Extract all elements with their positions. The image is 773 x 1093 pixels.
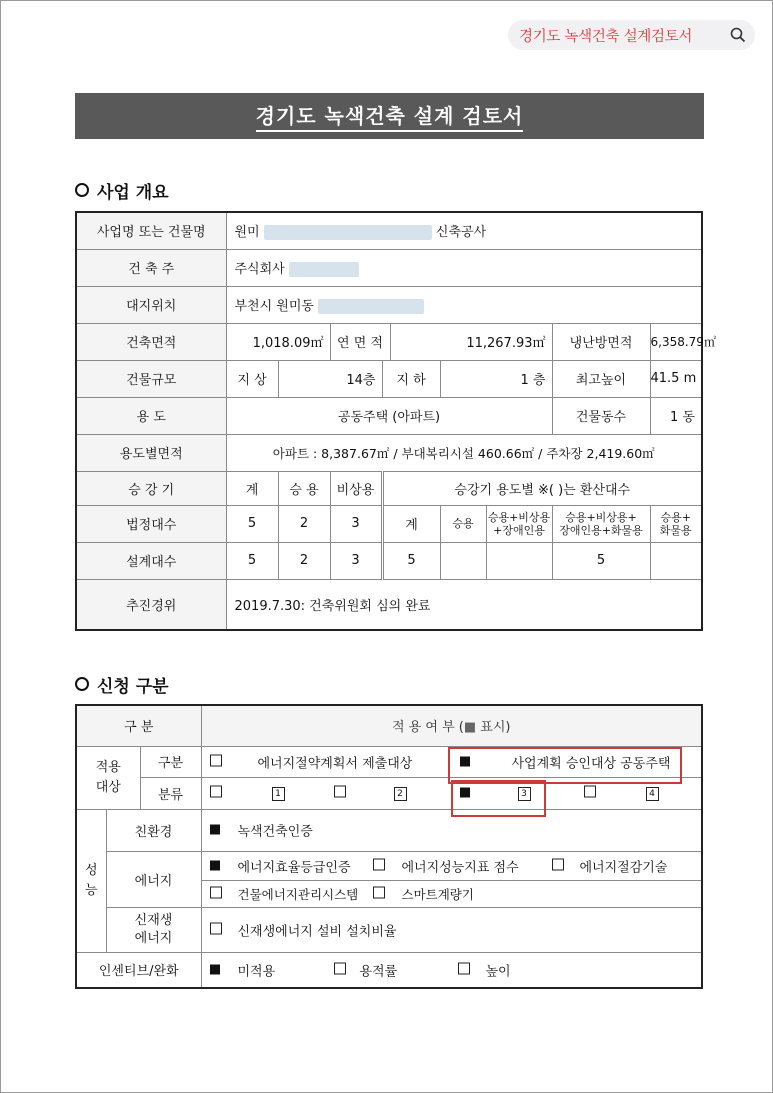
eco-option-green-cert: 녹색건축인증 [237,824,313,840]
section-heading-overview: 사업 개요 [75,178,169,203]
table-row [76,809,702,851]
energy-label: 에너지 [106,851,201,907]
checkbox-unchecked-icon[interactable] [334,962,346,974]
use-label: 용 도 [76,397,226,434]
name-cell: 원미 신축공사 [226,212,702,249]
use-sub-passenger: 승용 [440,505,486,542]
use-sub-combo1: 승용+비상용 +장애인용 [486,505,552,542]
renewable-option-ratio: 신재생에너지 설비 설치비율 [237,924,397,939]
area-value: 1,018.09㎡ [226,323,330,360]
elevator-emergency-header: 비상용 [330,471,382,505]
apply-header: 적 용 여 부 (■ 표시) [201,705,702,746]
performance-label: 성 능 [76,809,106,952]
use-sub-combo2: 승용+비상용+ 장애인용+화물용 [552,505,650,542]
energy-option-efficiency: 에너지효율등급인증 [237,860,351,875]
use-sub-total: 계 [382,505,440,542]
height-label: 최고높이 [552,360,650,397]
checkbox-unchecked-icon[interactable] [210,754,222,766]
document-title: 경기도 녹색건축 설계 검토서 [256,100,524,132]
use-value: 공동주택 (아파트) [226,397,552,434]
legal-count-label: 법정대수 [76,505,226,542]
use-sub-combo3: 승용+ 화물용 [650,505,702,542]
design-use-passenger [440,542,486,579]
highlight-box [448,747,682,784]
checkbox-unchecked-icon[interactable] [373,858,385,870]
incentive-options [201,952,702,988]
design-passenger: 2 [278,542,330,579]
renewable-options [201,907,702,952]
checkbox-checked-icon[interactable] [210,825,220,835]
legal-emergency: 3 [330,505,382,542]
boxed-number: 4 [646,787,659,801]
table-row [76,323,702,360]
use-area-label: 용도별면적 [76,434,226,471]
design-use-combo1 [486,542,552,579]
use-area-value: 아파트 : 8,387.67㎡ / 부대복리시설 460.66㎡ / 주차장 2,419.60㎡ [226,434,702,471]
name-label: 사업명 또는 건물명 [76,212,226,249]
elevator-label: 승 강 기 [76,471,226,505]
incentive-option-none: 미적용 [237,964,276,980]
table-row [76,907,702,952]
site-cell: 부천시 원미동 [226,286,702,323]
bldg-count-label: 건물동수 [552,397,650,434]
energy-option-smart-meter: 스마트계량기 [401,886,474,902]
floor-area-value: 11,267.93㎡ [390,323,552,360]
elevator-passenger-header: 승 용 [278,471,330,505]
design-count-label: 설계대수 [76,542,226,579]
table-row [76,505,702,542]
highlight-box [451,780,546,817]
search-icon[interactable] [729,26,747,44]
below-label: 지 하 [382,360,440,397]
table-row [76,212,702,249]
eco-label: 친환경 [106,809,201,851]
bunryu-label: 분류 [140,777,201,809]
checkbox-unchecked-icon[interactable] [334,786,346,798]
boxed-number: 2 [394,787,407,801]
overview-table [75,211,716,631]
table-row [76,397,702,434]
gubun-option-energy-plan: 에너지절약계획서 제출대상 [257,756,413,771]
above-value: 14층 [278,360,382,397]
checkbox-unchecked-icon[interactable] [552,858,564,870]
design-total: 5 [226,542,278,579]
table-row [76,542,702,579]
circle-bullet-icon [75,677,89,691]
renewable-label: 신재생 에너지 [106,907,201,952]
elevator-use-header: 승강기 용도별 ※( )는 환산대수 [382,471,702,505]
table-row [76,851,702,880]
boxed-number: 1 [272,787,285,801]
gubun-label: 구분 [140,746,201,777]
elevator-total-header: 계 [226,471,278,505]
section-heading-application: 신청 구분 [75,672,169,697]
design-emergency: 3 [330,542,382,579]
checkbox-unchecked-icon[interactable] [210,886,222,898]
owner-cell: 주식회사 [226,249,702,286]
filled-square-icon: ■ [463,720,477,736]
checkbox-unchecked-icon[interactable] [210,786,222,798]
scale-label: 건물규모 [76,360,226,397]
design-use-combo3 [650,542,702,579]
checkbox-checked-icon[interactable] [210,860,220,870]
above-label: 지 상 [226,360,278,397]
incentive-label: 인센티브/완화 [76,952,201,988]
boxed-number: 3 [518,787,531,801]
progress-label: 추진경위 [76,579,226,630]
energy-options-2 [201,880,702,907]
redacted-text [264,225,432,240]
table-row [76,434,702,471]
table-row [76,286,702,323]
design-use-combo2: 5 [552,542,650,579]
checkbox-unchecked-icon[interactable] [373,886,385,898]
floor-area-label: 연 면 적 [330,323,390,360]
checkbox-unchecked-icon[interactable] [458,962,470,974]
search-query: 경기도 녹색건축 설계검토서 [519,28,693,45]
table-row [76,471,702,505]
checkbox-unchecked-icon[interactable] [210,922,222,934]
energy-option-index: 에너지성능지표 점수 [401,860,519,875]
hvac-value: 6,358.79㎡ [650,323,702,360]
redacted-text [318,299,424,314]
table-row [76,249,702,286]
progress-value: 2019.7.30: 건축위원회 심의 완료 [226,579,702,630]
gubun-option-housing: 사업계획 승인대상 공동주택 [511,756,671,771]
checkbox-unchecked-icon[interactable] [584,786,596,798]
site-label: 대지위치 [76,286,226,323]
checkbox-checked-icon[interactable] [210,964,220,974]
design-use-total: 5 [382,542,440,579]
incentive-option-height: 높이 [485,964,511,980]
table-row [76,952,702,988]
incentive-option-far: 용적률 [359,964,398,980]
document-title-bar [75,93,704,139]
energy-option-bems: 건물에너지관리시스템 [237,886,359,902]
target-label: 적용 대상 [76,746,140,809]
table-row [76,360,702,397]
height-value: 41.5 m [650,360,702,397]
legal-passenger: 2 [278,505,330,542]
redacted-text [289,262,359,277]
bldg-count-value: 1 동 [650,397,702,434]
owner-label: 건 축 주 [76,249,226,286]
area-label: 건축면적 [76,323,226,360]
hvac-label: 냉난방면적 [552,323,650,360]
table-row [76,579,702,630]
legal-total: 5 [226,505,278,542]
class-header: 구 분 [76,705,201,746]
search-chip[interactable] [508,20,755,50]
table-row [76,705,702,746]
energy-options-1 [201,851,702,880]
circle-bullet-icon [75,183,89,197]
below-value: 1 층 [440,360,552,397]
energy-option-saving-tech: 에너지절감기술 [579,860,668,875]
